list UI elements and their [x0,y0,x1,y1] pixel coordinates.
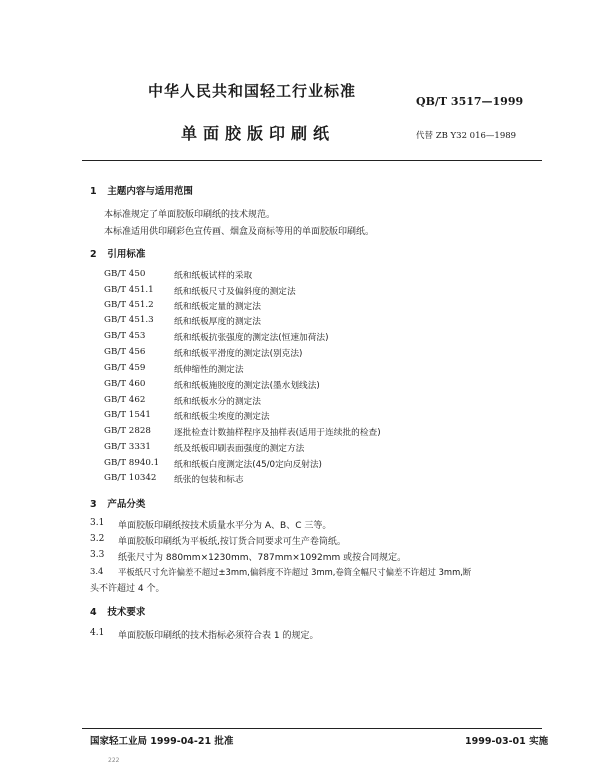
reference-code: GB/T 460 [104,379,146,389]
section-number: 4 [90,607,97,618]
reference-name: 纸伸缩性的测定法 [174,365,244,375]
paragraph: 本标准适用供印刷彩色宣传画、烟盒及商标等用的单面胶版印刷纸。 [104,227,375,237]
section-number: 1 [90,186,97,197]
clause-item [90,518,331,531]
effective-date: 1999-03-01 实施 [465,736,549,747]
reference-name: 纸和纸板试样的采取 [174,271,253,281]
reference-item [104,395,261,407]
reference-name: 纸和纸板尺寸及偏斜度的测定法 [174,287,296,297]
reference-name: 纸和纸板尘埃度的测定法 [174,412,270,422]
clause-number: 3.3 [90,550,105,560]
reference-code: GB/T 462 [104,395,146,405]
document-title: 单面胶版印刷纸 [181,124,336,143]
reference-name: 逐批检查计数抽样程序及抽样表(适用于连续批的检查) [174,428,381,438]
reference-item [104,442,304,454]
reference-item [104,347,302,359]
reference-code: GB/T 10342 [104,473,157,483]
section-number: 3 [90,499,97,510]
reference-item [104,426,381,438]
reference-item [104,473,244,485]
reference-name: 纸和纸板定量的测定法 [174,302,261,312]
reference-code: GB/T 451.1 [104,285,154,295]
reference-code: GB/T 453 [104,331,146,341]
section-heading-1 [90,183,193,197]
footer-divider [82,728,542,729]
clause-text: 单面胶版印刷纸为平板纸,按订货合同要求可生产卷筒纸。 [118,537,346,547]
issuing-authority: 中华人民共和国轻工行业标准 [148,82,357,100]
reference-item [104,331,328,343]
section-number: 2 [90,249,97,260]
reference-item [104,300,261,312]
section-heading-3 [90,496,145,510]
reference-item [104,379,320,391]
reference-name: 纸和纸板施胶度的测定法(墨水划线法) [174,381,320,391]
reference-item [104,285,296,297]
section-title: 产品分类 [107,499,146,510]
standard-number: QB/T 3517—1999 [416,95,524,108]
reference-code: GB/T 2828 [104,426,151,436]
reference-item [104,410,270,422]
section-heading-2 [90,246,145,260]
reference-name: 纸张的包装和标志 [174,475,244,485]
reference-name: 纸和纸板厚度的测定法 [174,317,261,327]
clause-text: 平板纸尺寸允许偏差不超过±3mm,偏斜度不许超过 3mm,卷筒全幅尺寸偏差不许超过 3mm,断 [118,567,472,577]
reference-name: 纸和纸板平滑度的测定法(别克法) [174,349,303,359]
reference-item [104,269,252,281]
reference-code: GB/T 450 [104,269,146,279]
page-number: 222 [108,757,120,764]
reference-code: GB/T 456 [104,347,146,357]
clause-number: 3.1 [90,518,105,528]
reference-name: 纸和纸板水分的测定法 [174,397,261,407]
clause-item [90,534,346,547]
reference-code: GB/T 451.3 [104,315,154,325]
reference-code: GB/T 451.2 [104,300,154,310]
paragraph: 本标准规定了单面胶版印刷纸的技术规范。 [104,210,276,220]
clause-number: 4.1 [90,628,105,638]
header-divider [82,160,542,161]
reference-name: 纸和纸板白度测定法(45/0定向反射法) [174,460,322,470]
reference-name: 纸及纸板印刷表面强度的测定方法 [174,444,305,454]
clause-number: 3.4 [90,566,104,576]
reference-code: GB/T 3331 [104,442,151,452]
clause-number: 3.2 [90,534,105,544]
reference-code: GB/T 8940.1 [104,458,160,468]
reference-code: GB/T 459 [104,363,146,373]
clause-text: 单面胶版印刷纸的技术指标必须符合表 1 的规定。 [118,631,319,641]
approval-line: 国家轻工业局 1999-04-21 批准 [90,736,234,747]
clause-text: 单面胶版印刷纸按技术质量水平分为 A、B、C 三等。 [118,521,332,531]
section-title: 引用标准 [107,249,146,260]
clause-item [90,550,406,563]
clause-item [90,566,471,578]
reference-item [104,458,322,470]
section-title: 主题内容与适用范围 [107,186,193,197]
reference-item [104,363,244,375]
clause-text: 纸张尺寸为 880mm×1230mm、787mm×1092mm 或按合同规定。 [118,553,407,563]
reference-name: 纸和纸板抗张强度的测定法(恒速加荷法) [174,333,329,343]
replaces-standard: 代替 ZB Y32 016—1989 [416,131,517,141]
section-heading-4 [90,604,145,618]
clause-item [90,628,318,641]
reference-item [104,315,261,327]
section-title: 技术要求 [107,607,146,618]
reference-code: GB/T 1541 [104,410,151,420]
clause-continuation: 头不许超过 4 个。 [90,584,165,594]
